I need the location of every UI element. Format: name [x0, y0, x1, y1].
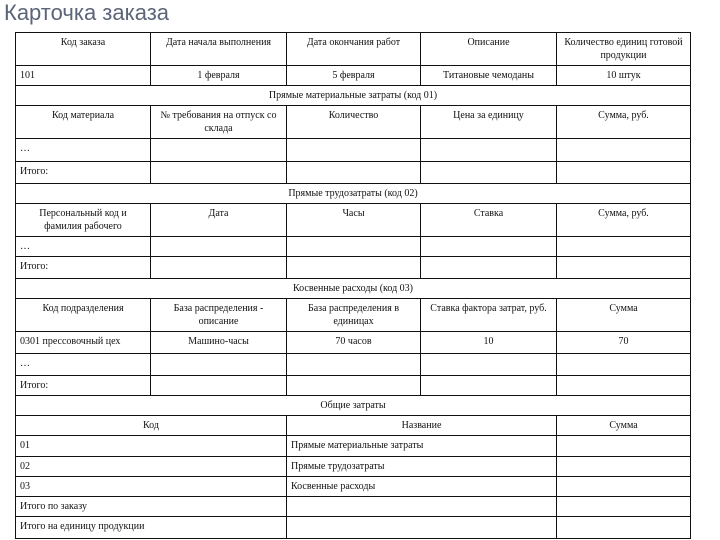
- table-cell: Количество: [287, 106, 421, 139]
- summary-row: [16, 457, 691, 477]
- materials-header-row: [16, 106, 691, 139]
- table-cell: Дата окончания работ: [287, 33, 421, 66]
- table-cell: Итого:: [16, 257, 151, 279]
- table-cell: Цена за единицу: [421, 106, 557, 139]
- summary-header-row: [16, 416, 691, 436]
- table-cell: Итого на единицу продукции: [16, 517, 287, 539]
- table-cell: 1 февраля: [151, 66, 287, 86]
- empty-cell: [287, 497, 557, 517]
- order-header-row: [16, 33, 691, 66]
- table-cell: Итого:: [16, 376, 151, 396]
- table-cell: 10: [421, 332, 557, 354]
- labor-ellipsis-row: [16, 237, 691, 257]
- empty-cell: [287, 517, 557, 539]
- table-cell: Название: [287, 416, 557, 436]
- table-cell: 03: [16, 477, 287, 497]
- empty-cell: [151, 139, 287, 162]
- table-cell: …: [16, 237, 151, 257]
- table-cell: Косвенные расходы: [287, 477, 557, 497]
- summary-total-row: [16, 497, 691, 517]
- labor-total-row: [16, 257, 691, 279]
- table-cell: Косвенные расходы (код 03): [16, 279, 691, 299]
- empty-cell: [287, 354, 421, 376]
- empty-cell: [287, 162, 421, 184]
- table-cell: База распределения в единицах: [287, 299, 421, 332]
- table-cell: Общие затраты: [16, 396, 691, 416]
- empty-cell: [557, 354, 691, 376]
- table-cell: Дата: [151, 204, 287, 237]
- table-cell: 01: [16, 436, 287, 457]
- table-cell: Ставка: [421, 204, 557, 237]
- table-cell: Сумма: [557, 299, 691, 332]
- table-cell: Итого:: [16, 162, 151, 184]
- summary-row: [16, 436, 691, 457]
- overhead-section-title: [16, 279, 691, 299]
- table-cell: 70 часов: [287, 332, 421, 354]
- empty-cell: [151, 162, 287, 184]
- table-cell: Код подразделения: [16, 299, 151, 332]
- empty-cell: [421, 376, 557, 396]
- table-cell: 70: [557, 332, 691, 354]
- empty-cell: [557, 139, 691, 162]
- table-cell: Итого по заказу: [16, 497, 287, 517]
- overhead-header-row: [16, 299, 691, 332]
- empty-cell: [421, 354, 557, 376]
- empty-cell: [421, 162, 557, 184]
- labor-section-title: [16, 184, 691, 204]
- empty-cell: [151, 376, 287, 396]
- empty-cell: [557, 497, 691, 517]
- table-cell: Машино-часы: [151, 332, 287, 354]
- empty-cell: [421, 139, 557, 162]
- empty-cell: [557, 237, 691, 257]
- table-cell: Количество единиц готовой продукции: [557, 33, 691, 66]
- table-cell: Сумма: [557, 416, 691, 436]
- table-cell: 5 февраля: [287, 66, 421, 86]
- order-values-row: [16, 66, 691, 86]
- empty-cell: [287, 376, 421, 396]
- empty-cell: [557, 477, 691, 497]
- table-cell: Описание: [421, 33, 557, 66]
- overhead-ellipsis-row: [16, 354, 691, 376]
- table-cell: Персональный код и фамилия рабочего: [16, 204, 151, 237]
- table-cell: Дата начала выполнения: [151, 33, 287, 66]
- materials-section-title: [16, 86, 691, 106]
- summary-section-title: [16, 396, 691, 416]
- table-cell: Титановые чемоданы: [421, 66, 557, 86]
- page-title: Карточка заказа: [4, 0, 170, 25]
- table-cell: 02: [16, 457, 287, 477]
- empty-cell: [557, 517, 691, 539]
- table-cell: Прямые трудозатраты (код 02): [16, 184, 691, 204]
- summary-row: [16, 477, 691, 497]
- empty-cell: [151, 257, 287, 279]
- table-cell: Сумма, руб.: [557, 106, 691, 139]
- empty-cell: [557, 162, 691, 184]
- empty-cell: [557, 457, 691, 477]
- table-cell: Ставка фактора затрат, руб.: [421, 299, 557, 332]
- materials-total-row: [16, 162, 691, 184]
- table-cell: …: [16, 139, 151, 162]
- empty-cell: [421, 257, 557, 279]
- table-cell: Код материала: [16, 106, 151, 139]
- table-cell: …: [16, 354, 151, 376]
- table-cell: Часы: [287, 204, 421, 237]
- empty-cell: [557, 376, 691, 396]
- table-cell: Прямые материальные затраты (код 01): [16, 86, 691, 106]
- table-cell: Сумма, руб.: [557, 204, 691, 237]
- summary-total-row: [16, 517, 691, 539]
- table-cell: Прямые материальные затраты: [287, 436, 557, 457]
- overhead-data-row: [16, 332, 691, 354]
- empty-cell: [151, 237, 287, 257]
- overhead-total-row: [16, 376, 691, 396]
- table-cell: Прямые трудозатраты: [287, 457, 557, 477]
- table-cell: Код: [16, 416, 287, 436]
- labor-header-row: [16, 204, 691, 237]
- materials-ellipsis-row: [16, 139, 691, 162]
- empty-cell: [287, 257, 421, 279]
- table-cell: Код заказа: [16, 33, 151, 66]
- empty-cell: [287, 237, 421, 257]
- empty-cell: [151, 354, 287, 376]
- empty-cell: [421, 237, 557, 257]
- table-cell: 101: [16, 66, 151, 86]
- table-cell: База распределения - описание: [151, 299, 287, 332]
- order-card-table: [15, 32, 691, 539]
- empty-cell: [287, 139, 421, 162]
- table-cell: № требования на отпуск со склада: [151, 106, 287, 139]
- table-cell: 10 штук: [557, 66, 691, 86]
- table-cell: 0301 прессовочный цех: [16, 332, 151, 354]
- empty-cell: [557, 436, 691, 457]
- empty-cell: [557, 257, 691, 279]
